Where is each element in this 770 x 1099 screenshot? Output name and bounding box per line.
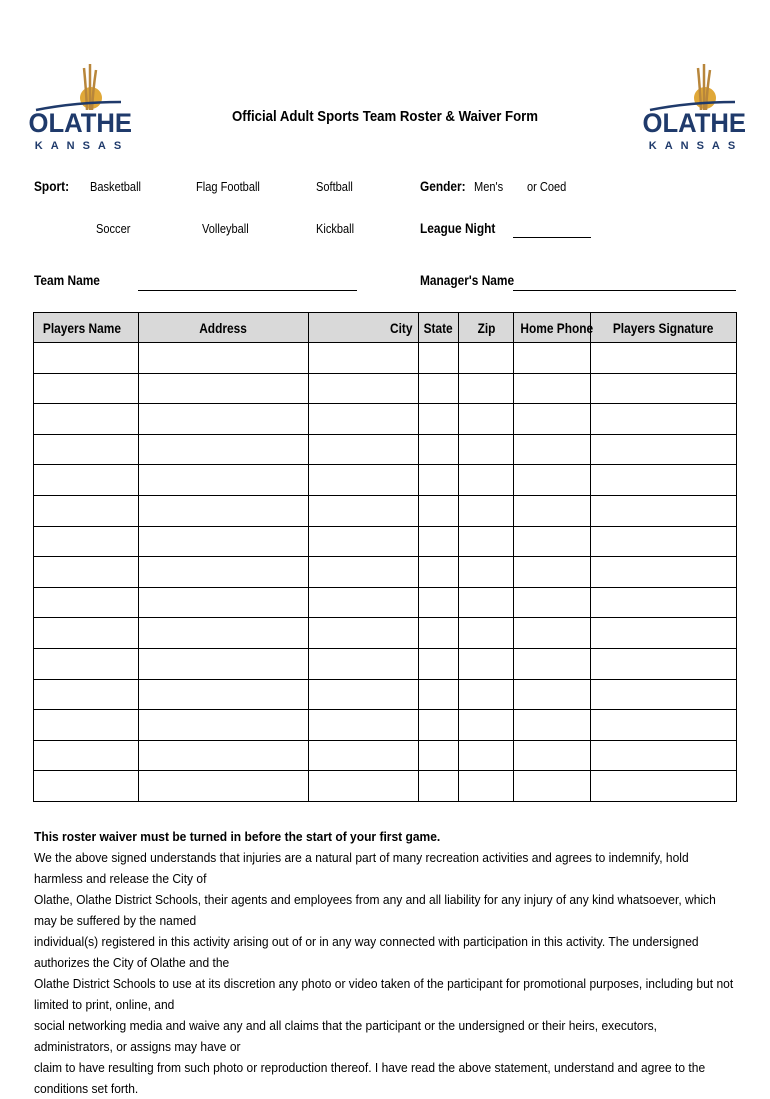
cell-zip[interactable] (459, 710, 514, 741)
cell-player-name[interactable] (34, 740, 139, 771)
cell-state[interactable] (419, 740, 459, 771)
cell-signature[interactable] (591, 740, 737, 771)
cell-signature[interactable] (591, 465, 737, 496)
cell-player-name[interactable] (34, 618, 139, 649)
table-row (34, 648, 737, 679)
roster-table (33, 312, 737, 802)
table-row (34, 710, 737, 741)
cell-address[interactable] (139, 495, 309, 526)
waiver-line: social networking media and waive any and all claims that the participant or the undersigned or their heirs, executors, administrators, or assigns may have or (34, 1018, 657, 1054)
table-row (34, 618, 737, 649)
cell-city[interactable] (309, 526, 419, 557)
league-night-field[interactable] (513, 237, 591, 238)
logo-subtext: KANSAS (34, 140, 130, 152)
table-row (34, 343, 737, 374)
cell-address[interactable] (139, 343, 309, 374)
cell-address[interactable] (139, 740, 309, 771)
cell-zip[interactable] (459, 404, 514, 435)
cell-signature[interactable] (591, 526, 737, 557)
cell-player-name[interactable] (34, 710, 139, 741)
cell-city[interactable] (309, 465, 419, 496)
cell-signature[interactable] (591, 557, 737, 588)
cell-address[interactable] (139, 404, 309, 435)
cell-home-phone[interactable] (514, 618, 591, 649)
cell-signature[interactable] (591, 434, 737, 465)
header-state: State (419, 313, 459, 343)
cell-zip[interactable] (459, 465, 514, 496)
cell-home-phone[interactable] (514, 740, 591, 771)
cell-zip[interactable] (459, 557, 514, 588)
cell-city[interactable] (309, 404, 419, 435)
cell-state[interactable] (419, 648, 459, 679)
cell-address[interactable] (139, 526, 309, 557)
table-row (34, 495, 737, 526)
cell-player-name[interactable] (34, 343, 139, 374)
team-name-label: Team Name (34, 272, 100, 288)
roster-header-row (34, 313, 737, 343)
cell-address[interactable] (139, 648, 309, 679)
cell-city[interactable] (309, 373, 419, 404)
waiver-line: Olathe District Schools to use at its discretion any photo or video taken of the participant for promotional purposes, including but not limited to print, online, and (34, 976, 734, 1012)
cell-zip[interactable] (459, 679, 514, 710)
cell-city[interactable] (309, 740, 419, 771)
cell-state[interactable] (419, 771, 459, 802)
header-players-name: Players Name (34, 313, 139, 343)
cell-state[interactable] (419, 434, 459, 465)
waiver-line: Olathe, Olathe District Schools, their agents and employees from any and all liability for any injury of any kind whatsoever, which may be suffered by the named (34, 892, 716, 928)
cell-city[interactable] (309, 648, 419, 679)
cell-signature[interactable] (591, 679, 737, 710)
table-row (34, 771, 737, 802)
logo-wordmark: OLATHE (642, 108, 747, 138)
cell-player-name[interactable] (34, 465, 139, 496)
cell-signature[interactable] (591, 618, 737, 649)
header-zip: Zip (459, 313, 514, 343)
cell-city[interactable] (309, 343, 419, 374)
gender-option-coed[interactable]: or Coed (527, 179, 567, 194)
cell-state[interactable] (419, 618, 459, 649)
sport-label: Sport: (34, 178, 70, 194)
cell-city[interactable] (309, 434, 419, 465)
cell-player-name[interactable] (34, 557, 139, 588)
cell-state[interactable] (419, 557, 459, 588)
sport-option-soccer[interactable]: Soccer (96, 221, 131, 236)
cell-home-phone[interactable] (514, 587, 591, 618)
cell-address[interactable] (139, 434, 309, 465)
cell-signature[interactable] (591, 343, 737, 374)
cell-zip[interactable] (459, 587, 514, 618)
cell-player-name[interactable] (34, 495, 139, 526)
team-name-field[interactable] (138, 290, 357, 291)
sport-option-softball[interactable]: Softball (316, 179, 353, 194)
cell-address[interactable] (139, 771, 309, 802)
cell-zip[interactable] (459, 373, 514, 404)
header-players-signature: Players Signature (591, 313, 737, 343)
cell-home-phone[interactable] (514, 343, 591, 374)
cell-home-phone[interactable] (514, 434, 591, 465)
cell-state[interactable] (419, 679, 459, 710)
waiver-heading: This roster waiver must be turned in before the start of your first game. (34, 829, 441, 844)
cell-signature[interactable] (591, 404, 737, 435)
waiver-line: individual(s) registered in this activity arising out of or in any way connected with participation in this activity. The undersigned authorizes the City of Olathe and the (34, 934, 699, 970)
cell-home-phone[interactable] (514, 495, 591, 526)
table-row (34, 526, 737, 557)
table-row (34, 434, 737, 465)
gender-option-mens[interactable]: Men's (474, 179, 504, 194)
cell-zip[interactable] (459, 434, 514, 465)
cell-address[interactable] (139, 465, 309, 496)
cell-home-phone[interactable] (514, 771, 591, 802)
cell-state[interactable] (419, 404, 459, 435)
sport-option-basketball[interactable]: Basketball (90, 179, 141, 194)
cell-city[interactable] (309, 495, 419, 526)
cell-city[interactable] (309, 710, 419, 741)
league-night-label: League Night (420, 220, 496, 236)
cell-home-phone[interactable] (514, 710, 591, 741)
cell-address[interactable] (139, 587, 309, 618)
form-title: Official Adult Sports Team Roster & Waiver Form (231, 108, 539, 125)
cell-signature[interactable] (591, 771, 737, 802)
cell-address[interactable] (139, 710, 309, 741)
logo-subtext: KANSAS (648, 140, 744, 152)
cell-player-name[interactable] (34, 648, 139, 679)
cell-player-name[interactable] (34, 404, 139, 435)
sport-option-kickball[interactable]: Kickball (316, 221, 355, 236)
cell-player-name[interactable] (34, 679, 139, 710)
table-row (34, 373, 737, 404)
header-city: City (309, 313, 419, 343)
cell-player-name[interactable] (34, 526, 139, 557)
cell-address[interactable] (139, 679, 309, 710)
cell-zip[interactable] (459, 618, 514, 649)
manager-name-label: Manager's Name (420, 272, 515, 288)
cell-zip[interactable] (459, 526, 514, 557)
cell-home-phone[interactable] (514, 373, 591, 404)
table-row (34, 740, 737, 771)
cell-home-phone[interactable] (514, 648, 591, 679)
cell-home-phone[interactable] (514, 557, 591, 588)
cell-state[interactable] (419, 373, 459, 404)
table-row (34, 557, 737, 588)
cell-address[interactable] (139, 557, 309, 588)
waiver-text (34, 826, 737, 1099)
cell-home-phone[interactable] (514, 679, 591, 710)
cell-zip[interactable] (459, 771, 514, 802)
cell-zip[interactable] (459, 343, 514, 374)
cell-home-phone[interactable] (514, 404, 591, 435)
logo-wordmark: OLATHE (28, 108, 133, 138)
cell-signature[interactable] (591, 710, 737, 741)
cell-player-name[interactable] (34, 434, 139, 465)
cell-state[interactable] (419, 587, 459, 618)
cell-city[interactable] (309, 587, 419, 618)
sport-option-volleyball[interactable]: Volleyball (202, 221, 249, 236)
cell-state[interactable] (419, 495, 459, 526)
manager-name-field[interactable] (513, 290, 736, 291)
cell-state[interactable] (419, 526, 459, 557)
cell-signature[interactable] (591, 648, 737, 679)
cell-state[interactable] (419, 710, 459, 741)
sport-option-flag-football[interactable]: Flag Football (196, 179, 260, 194)
cell-address[interactable] (139, 373, 309, 404)
cell-city[interactable] (309, 771, 419, 802)
header-address: Address (139, 313, 309, 343)
table-row (34, 465, 737, 496)
cell-city[interactable] (309, 618, 419, 649)
table-row (34, 404, 737, 435)
cell-signature[interactable] (591, 495, 737, 526)
cell-signature[interactable] (591, 587, 737, 618)
cell-player-name[interactable] (34, 771, 139, 802)
table-row (34, 587, 737, 618)
cell-state[interactable] (419, 465, 459, 496)
cell-home-phone[interactable] (514, 526, 591, 557)
cell-address[interactable] (139, 618, 309, 649)
waiver-line: claim to have resulting from such photo or reproduction thereof. I have read the above statement, understand and agree to the conditions set forth. (34, 1060, 706, 1096)
cell-city[interactable] (309, 557, 419, 588)
cell-city[interactable] (309, 679, 419, 710)
cell-signature[interactable] (591, 373, 737, 404)
gender-label: Gender: (420, 178, 466, 194)
cell-player-name[interactable] (34, 373, 139, 404)
cell-player-name[interactable] (34, 587, 139, 618)
cell-zip[interactable] (459, 648, 514, 679)
cell-home-phone[interactable] (514, 465, 591, 496)
header-home-phone: Home Phone (514, 313, 591, 343)
cell-zip[interactable] (459, 495, 514, 526)
table-row (34, 679, 737, 710)
cell-zip[interactable] (459, 740, 514, 771)
cell-state[interactable] (419, 343, 459, 374)
waiver-line: We the above signed understands that injuries are a natural part of many recreation activities and agrees to indemnify, hold harmless and release the City of (34, 850, 689, 886)
